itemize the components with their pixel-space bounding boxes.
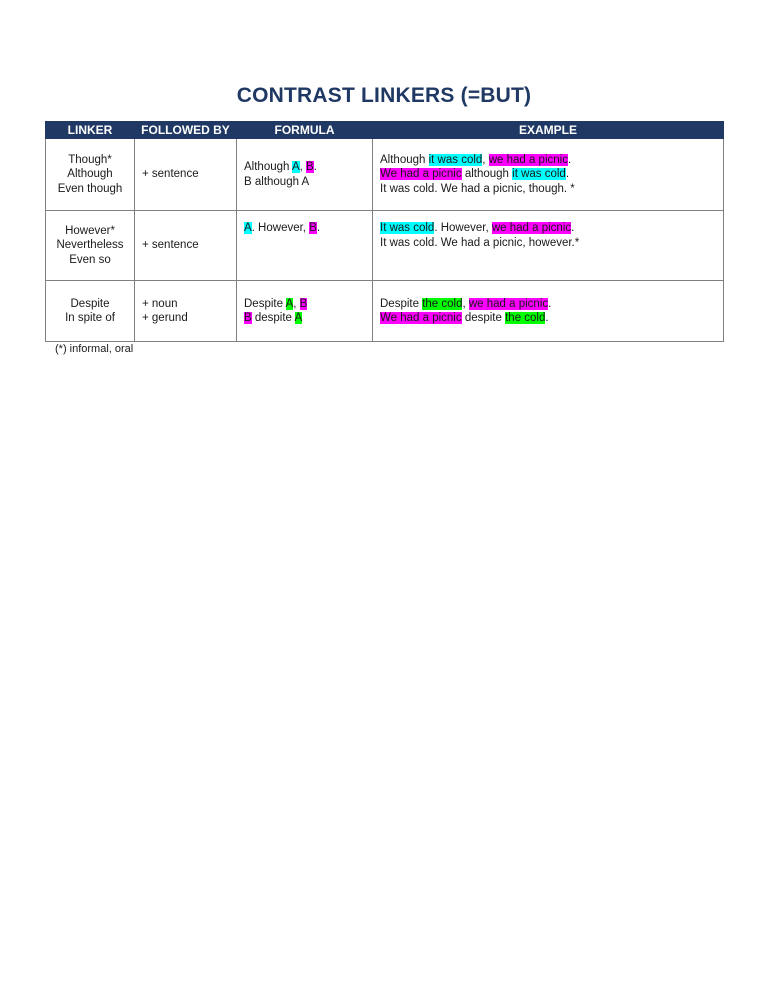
formula-cell — [237, 281, 373, 342]
text-segment: Although — [244, 161, 292, 173]
example-line — [380, 297, 716, 312]
formula-line — [244, 297, 365, 312]
text-segment: , — [482, 153, 489, 166]
followed-by-line: + gerund — [142, 312, 188, 324]
text-segment: . — [565, 168, 570, 181]
text-segment: Despite — [244, 297, 286, 310]
text-segment: , — [299, 161, 307, 173]
followed-by-line: + sentence — [142, 168, 199, 181]
example-line — [380, 236, 716, 251]
linker-cell — [46, 139, 135, 211]
highlighted-text: We had a picnic — [380, 312, 462, 324]
followed-by-cell — [135, 281, 237, 342]
highlighted-text: the cold — [422, 297, 463, 310]
example-line — [380, 153, 716, 168]
linkers-line: Despite — [70, 297, 110, 310]
linkers-line: Nevertheless — [56, 239, 124, 252]
text-segment: . However, — [251, 222, 310, 234]
linkers-line: Even so — [69, 253, 111, 266]
highlighted-text: we had a picnic — [488, 153, 568, 166]
example-line — [380, 167, 716, 182]
text-segment: . — [313, 161, 317, 173]
followed-by-cell — [135, 139, 237, 211]
followed-by-line: + sentence — [142, 239, 199, 252]
highlighted-text: we had a picnic — [491, 222, 572, 234]
example-cell — [373, 211, 724, 281]
page-title: CONTRAST LINKERS (=BUT) — [236, 84, 532, 107]
text-segment: B although A — [244, 175, 310, 188]
text-segment: . — [545, 312, 549, 324]
header-formula: FORMULA — [237, 122, 373, 139]
highlighted-text: we had a picnic — [468, 297, 549, 310]
highlighted-text: We had a picnic — [380, 168, 462, 181]
highlighted-text: B — [309, 222, 317, 234]
header-example: EXAMPLE — [373, 122, 724, 139]
example-line — [380, 182, 716, 197]
example-cell — [373, 139, 724, 211]
formula-cell — [237, 211, 373, 281]
highlighted-text: B — [306, 161, 314, 173]
table-row — [46, 139, 724, 211]
footnote: (*) informal, oral — [55, 343, 134, 355]
highlighted-text: A — [291, 161, 300, 173]
linker-cell — [46, 281, 135, 342]
formula-line — [244, 160, 365, 175]
header-linker: LINKER — [46, 122, 135, 139]
example-line — [380, 311, 716, 326]
highlighted-text: A — [244, 222, 252, 234]
text-segment: . — [548, 297, 552, 310]
contrast-linkers-table — [45, 121, 724, 342]
highlighted-text: it was cold — [428, 153, 483, 166]
formula-line — [244, 221, 365, 236]
linkers-line: In spite of — [65, 312, 115, 324]
example-cell — [373, 281, 724, 342]
text-segment: Although — [380, 153, 429, 166]
example-line — [380, 221, 716, 236]
text-segment: , — [293, 297, 300, 310]
highlighted-text: A — [294, 312, 303, 324]
text-segment: . — [567, 153, 572, 166]
text-segment: . — [316, 222, 321, 234]
highlighted-text: it was cold — [512, 168, 566, 181]
formula-line — [244, 311, 365, 326]
table-row — [46, 281, 724, 342]
text-segment: although — [461, 168, 513, 181]
text-segment: , — [462, 297, 469, 310]
followed-by-cell — [135, 211, 237, 281]
text-segment: despite — [251, 312, 295, 324]
text-segment: . — [571, 222, 575, 234]
text-segment: despite — [461, 312, 506, 324]
linkers-line: Even though — [57, 182, 123, 195]
table-header-row — [46, 122, 724, 139]
text-segment: It was cold. We had a picnic, however.* — [380, 236, 580, 249]
highlighted-text: It was cold — [380, 222, 435, 234]
linker-cell — [46, 211, 135, 281]
table-row — [46, 211, 724, 281]
highlighted-text: B — [299, 297, 308, 310]
formula-line — [244, 175, 365, 190]
text-segment: It was cold. We had a picnic, though. * — [380, 182, 575, 195]
header-followed-by: FOLLOWED BY — [135, 122, 237, 139]
highlighted-text: A — [285, 297, 294, 310]
text-segment: Despite — [380, 297, 423, 310]
formula-cell — [237, 139, 373, 211]
text-segment: . However, — [434, 222, 492, 234]
linkers-line: Although — [67, 168, 113, 181]
highlighted-text: B — [244, 312, 252, 324]
followed-by-line: + noun — [142, 297, 178, 310]
highlighted-text: the cold — [505, 312, 546, 324]
linkers-line: However* — [65, 224, 115, 237]
linkers-line: Though* — [68, 153, 112, 166]
